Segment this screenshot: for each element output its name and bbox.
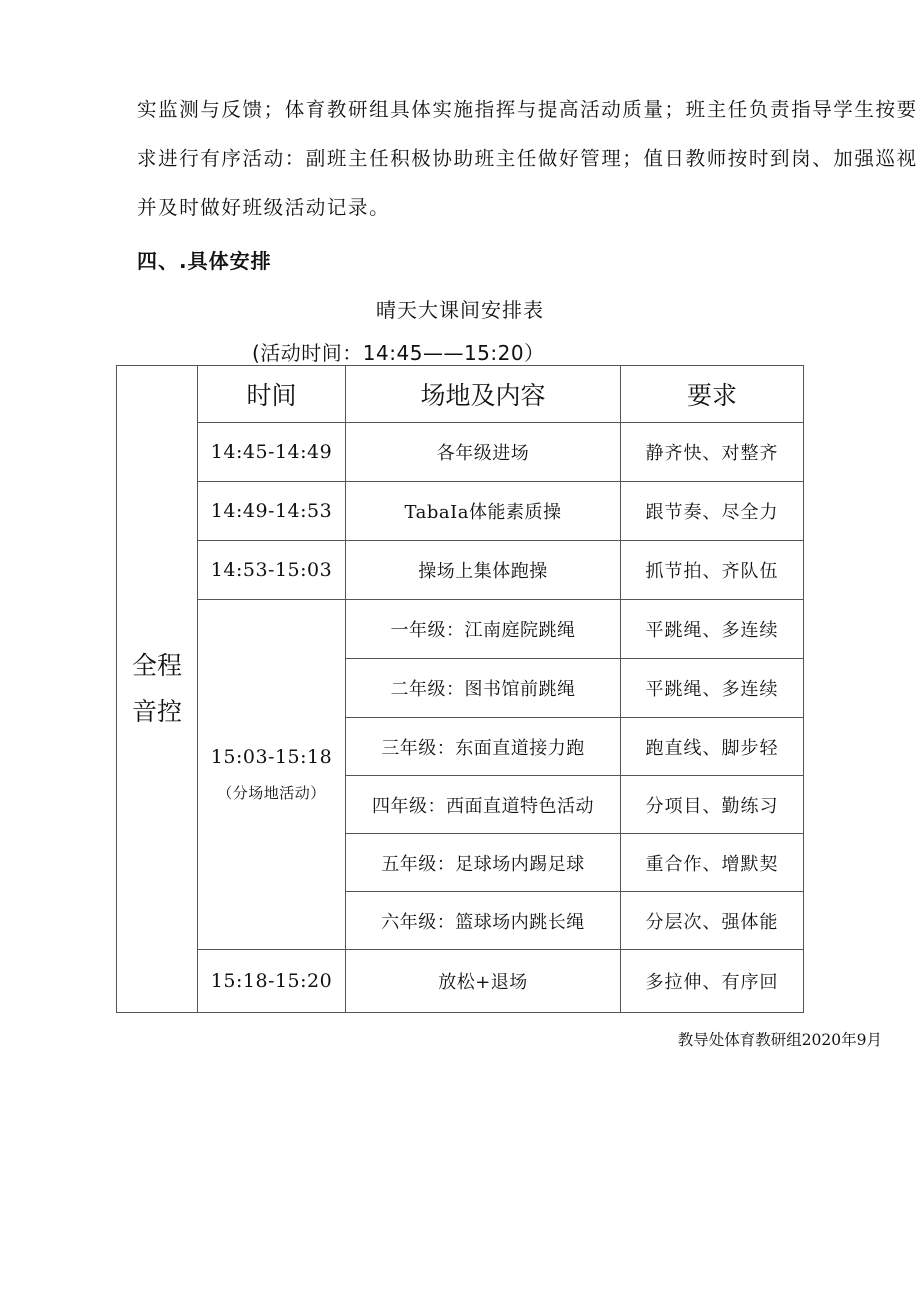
section-heading: 四、.具体安排 <box>137 249 272 273</box>
group-item-content: 一年级：江南庭院跳绳 <box>346 600 621 659</box>
row-content: 各年级进场 <box>346 423 621 482</box>
intro-line-3: 并及时做好班级活动记录。 <box>137 196 391 219</box>
row-time: 14:53-15:03 <box>198 541 346 600</box>
row-requirement: 静齐快、对整齐 <box>621 423 804 482</box>
table-row <box>117 423 804 482</box>
side-label-line2: 音控 <box>131 697 182 726</box>
row-requirement: 跟节奏、尽全力 <box>621 482 804 541</box>
group-item-content: 三年级：东面直道接力跑 <box>346 718 621 776</box>
group-item-requirement: 平跳绳、多连续 <box>621 659 804 718</box>
table-row <box>117 600 804 659</box>
group-time: 15:03-15:18 <box>210 746 333 768</box>
footer-signature: 教导处体育教研组2020年9月 <box>677 1031 882 1049</box>
header-time: 时间 <box>198 366 346 423</box>
group-item-content: 六年级：篮球场内跳长绳 <box>346 892 621 950</box>
group-item-requirement: 平跳绳、多连续 <box>621 600 804 659</box>
table-row <box>117 541 804 600</box>
table-subtitle: (活动时间：14:45——15:20） <box>252 341 545 365</box>
group-time-note: （分场地活动） <box>217 784 326 802</box>
row-time: 14:49-14:53 <box>198 482 346 541</box>
group-item-requirement: 重合作、增默契 <box>621 834 804 892</box>
group-item-content: 二年级：图书馆前跳绳 <box>346 659 621 718</box>
row-requirement: 多拉伸、有序回 <box>621 950 804 1013</box>
row-content: TabaIa体能素质操 <box>346 482 621 541</box>
group-item-content: 四年级：西面直道特色活动 <box>346 776 621 834</box>
intro-line-1: 实监测与反馈；体育教研组具体实施指挥与提高活动质量；班主任负责指导学生按要 <box>137 98 918 121</box>
table-row <box>117 950 804 1013</box>
side-label-line1: 全程 <box>131 651 182 680</box>
group-item-requirement: 跑直线、脚步轻 <box>621 718 804 776</box>
table-title: 晴天大课间安排表 <box>376 298 544 322</box>
row-time: 15:18-15:20 <box>198 950 346 1013</box>
group-item-requirement: 分层次、强体能 <box>621 892 804 950</box>
schedule-table <box>116 365 804 1013</box>
group-time-cell <box>198 600 346 950</box>
table-header-row <box>117 366 804 423</box>
header-content: 场地及内容 <box>346 366 621 423</box>
header-requirement: 要求 <box>621 366 804 423</box>
group-item-requirement: 分项目、勤练习 <box>621 776 804 834</box>
group-item-content: 五年级：足球场内踢足球 <box>346 834 621 892</box>
row-content: 操场上集体跑操 <box>346 541 621 600</box>
side-label-cell <box>117 366 198 1013</box>
row-content: 放松+退场 <box>346 950 621 1013</box>
row-requirement: 抓节拍、齐队伍 <box>621 541 804 600</box>
table-row <box>117 482 804 541</box>
intro-line-2: 求进行有序活动：副班主任积极协助班主任做好管理；值日教师按时到岗、加强巡视 <box>137 147 918 170</box>
row-time: 14:45-14:49 <box>198 423 346 482</box>
